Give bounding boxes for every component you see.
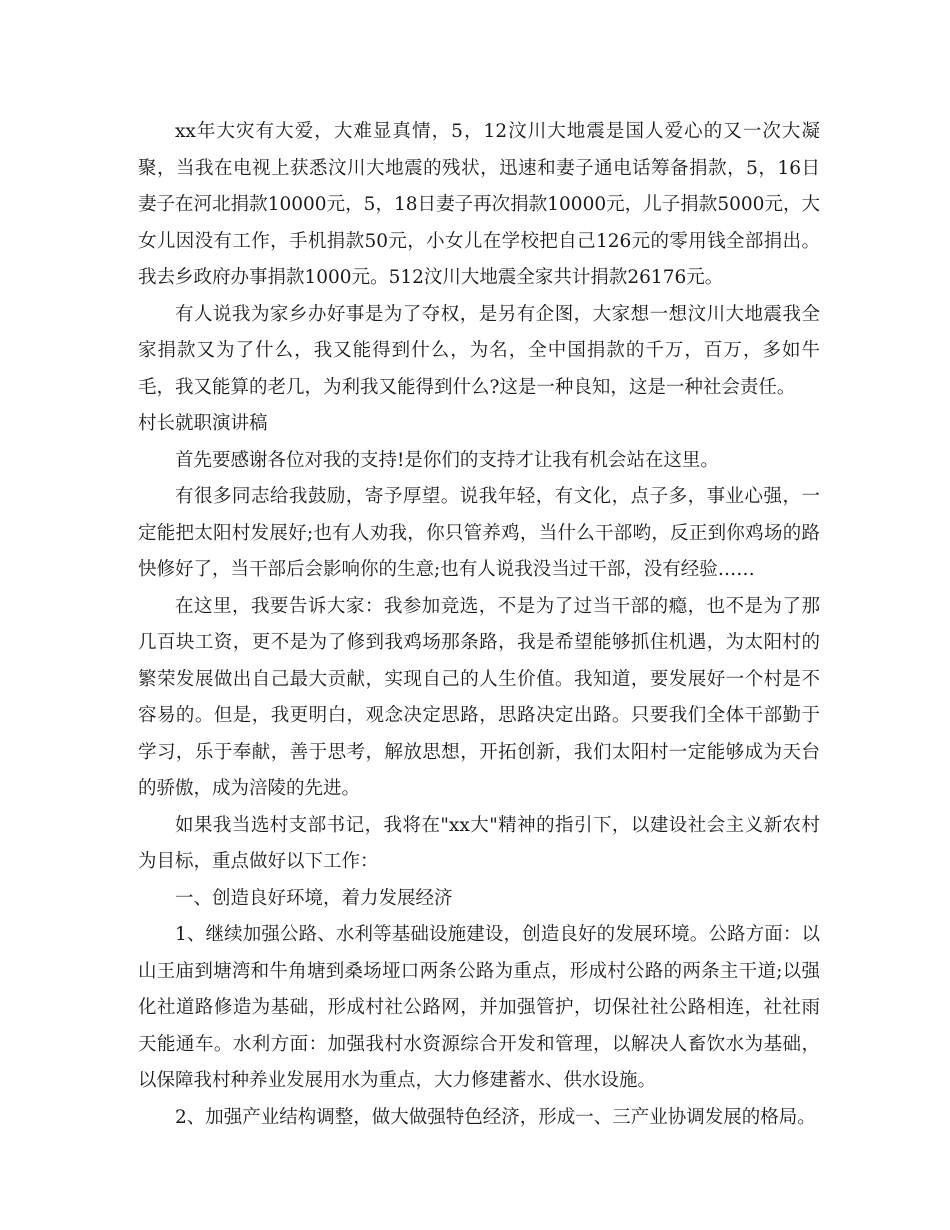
paragraph-infrastructure: 1、继续加强公路、水利等基础设施建设，创造良好的发展环境。公路方面：以山王庙到塘湾和牛角塘到桑场垭口两条公路为重点，形成村公路的两条主干道;以强化社道路修造为基础，形成村社公路网，并加强管护，切保社社公路相连，社社雨天能通车。水利方面：加强我村水资源综合开发和管理，以解决人畜饮水为基础，以保障我村种养业发展用水为重点，大力修建蓄水、供水设施。: [138, 924, 820, 1091]
paragraph-goal: 如果我当选村支部书记，我将在"xx大"精神的指引下，以建设社会主义新农村为目标，重点做好以下工作：: [138, 814, 820, 872]
paragraph-industry: 2、加强产业结构调整，做大做强特色经济，形成一、三产业协调发展的格局。: [175, 1106, 816, 1128]
section-title: 村长就职演讲稿: [138, 413, 268, 434]
document-body: [138, 114, 820, 1136]
paragraph-encouragement: 有很多同志给我鼓励，寄予厚望。说我年轻，有文化，点子多，事业心强，一定能把太阳村发展好;也有人劝我，你只管养鸡，当什么干部哟，反正到你鸡场的路快修好了，当干部后会影响你的生意;也有人说我没当过干部，没有经验……: [138, 486, 820, 580]
paragraph-thanks: 首先要感谢各位对我的支持!是你们的支持才让我有机会站在这里。: [175, 449, 719, 471]
paragraph-point-one: 一、创造良好环境，着力发展经济: [175, 887, 453, 909]
paragraph-conscience: 有人说我为家乡办好事是为了夺权，是另有企图，大家想一想汶川大地震我全家捐款又为了什么，我又能得到什么，为名，全中国捐款的千万，百万，多如牛毛，我又能算的老几，为利我又能得到什么?这是一种良知，这是一种社会责任。: [138, 303, 820, 398]
paragraph-motivation: 在这里，我要告诉大家：我参加竞选，不是为了过当干部的瘾，也不是为了那几百块工资，更不是为了修到我鸡场那条路，我是希望能够抓住机遇，为太阳村的繁荣发展做出自己最大贡献，实现自己的人生价值。我知道，要发展好一个村是不容易的。但是，我更明白，观念决定思路，思路决定出路。只要我们全体干部勤于学习，乐于奉献，善于思考，解放思想，开拓创新，我们太阳村一定能够成为天台的骄傲，成为涪陵的先进。: [138, 595, 820, 799]
paragraph-donation: xx年大灾有大爱，大难显真情，5，12汶川大地震是国人爱心的又一次大凝聚，当我在电视上获悉汶川大地震的残状，迅速和妻子通电话筹备捐款，5，16日妻子在河北捐款10000元，5，18日妻子再次捐款10000元，儿子捐款5000元，大女儿因没有工作，手机捐款50元，小女儿在学校把自己126元的零用钱全部捐出。我去乡政府办事捐款1000元。512汶川大地震全家共计捐款26176元。: [138, 121, 820, 288]
